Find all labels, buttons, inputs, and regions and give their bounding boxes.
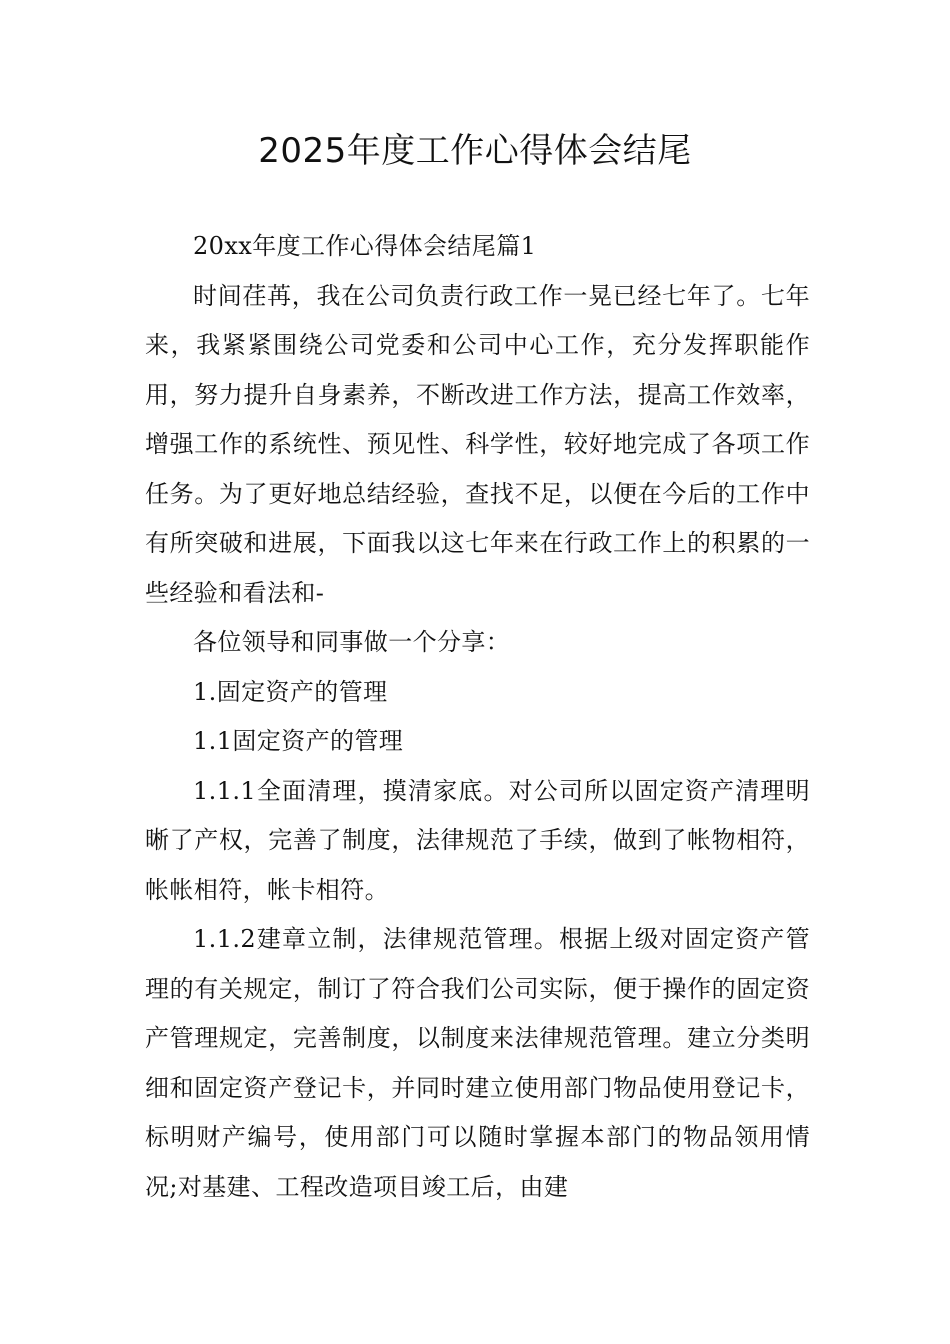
paragraph: 1.1.1全面清理，摸清家底。对公司所以固定资产清理明晰了产权，完善了制度，法律规范了手续，做到了帐物相符，帐帐相符，帐卡相符。	[145, 776, 810, 904]
paragraph: 时间荏苒，我在公司负责行政工作一晃已经七年了。七年来，我紧紧围绕公司党委和公司中心工作，充分发挥职能作用，努力提升自身素养，不断改进工作方法，提高工作效率，增强工作的系统性、预见性、科学性，较好地完成了各项工作任务。为了更好地总结经验，查找不足，以便在今后的工作中有所突破和进展，下面我以这七年来在行政工作上的积累的一些经验和看法和-	[145, 281, 810, 607]
list-subheading: 1.1固定资产的管理	[193, 727, 404, 755]
list-heading: 1.固定资产的管理	[193, 677, 388, 706]
paragraph: 1.1.2建章立制，法律规范管理。根据上级对固定资产管理的有关规定，制订了符合我们公司实际，便于操作的固定资产管理规定，完善制度，以制度来法律规范管理。建立分类明细和固定资产登记卡，并同时建立使用部门物品使用登记卡，标明财产编号，使用部门可以随时掌握本部门的物品领用情况;对基建、工程改造项目竣工后，由建	[145, 925, 810, 1201]
document-title: 2025年度工作心得体会结尾	[258, 131, 692, 171]
section-heading: 20xx年度工作心得体会结尾篇1	[193, 232, 537, 260]
document-body	[145, 222, 810, 1212]
paragraph: 各位领导和同事做一个分享：	[193, 628, 511, 656]
